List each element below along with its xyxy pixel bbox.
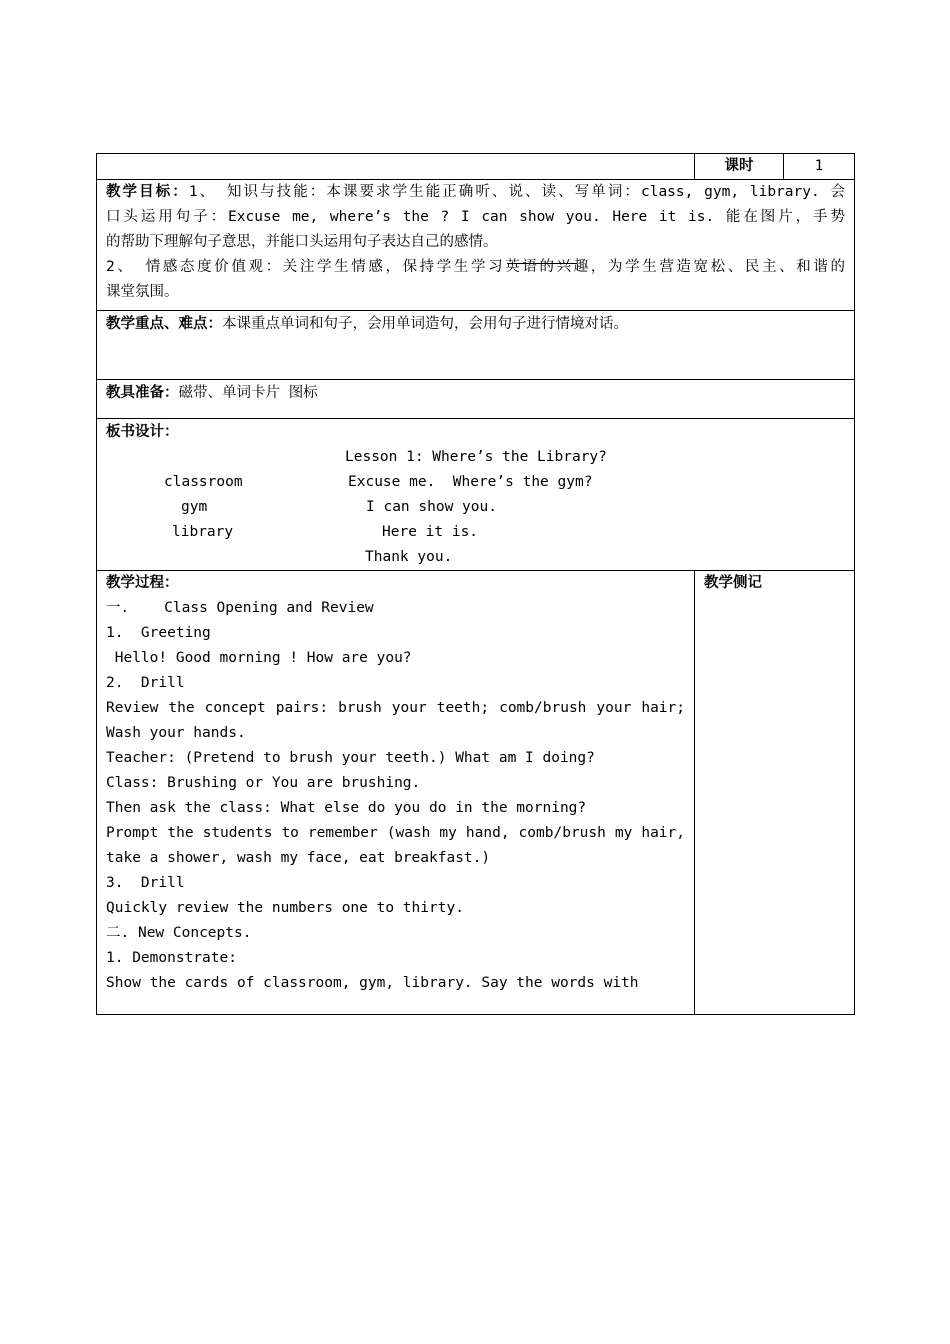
process-line: Hello! Good morning ! How are you? — [106, 650, 412, 666]
objectives-line5: 课堂氛围。 — [106, 284, 179, 300]
process-line: Class: Brushing or You are brushing. — [106, 775, 421, 791]
notes-cell — [695, 571, 855, 1015]
objectives-row — [97, 180, 855, 311]
tools-row — [97, 380, 855, 419]
board-sentence-1: Excuse me. Where’s the gym? — [348, 474, 593, 490]
process-line: Review the concept pairs: brush your teeth; comb/brush your hair; — [106, 700, 685, 716]
board-sentence-2: I can show you. — [366, 499, 497, 515]
period-value: 1 — [814, 158, 824, 174]
process-line: 一. Class Opening and Review — [106, 600, 374, 616]
board-sentence-3: Here it is. — [382, 524, 479, 540]
process-line: Wash your hands. — [106, 725, 246, 741]
process-line: Prompt the students to remember (wash my hand, comb/brush my hair, — [106, 825, 685, 841]
process-line: 二. New Concepts. — [106, 925, 252, 941]
board-title: Lesson 1: Where’s the Library? — [345, 449, 607, 465]
tools-value: 磁带、单词卡片 图标 — [178, 385, 318, 401]
process-line: Teacher: (Pretend to brush your teeth.) What am I doing? — [106, 750, 595, 766]
board-word-library: library — [172, 524, 234, 540]
key-points-label: 教学重点、难点： — [106, 316, 222, 332]
lesson-plan-table — [96, 153, 855, 1015]
notes-label: 教学侧记 — [704, 575, 762, 591]
objectives-line1: 1、 知识与技能：本课要求学生能正确听、说、读、写单词：class, gym, library. 会 — [188, 184, 845, 200]
period-value-cell — [784, 154, 855, 180]
objectives-cell — [97, 180, 855, 311]
objectives-line2: 口头运用句子：Excuse me, where’s the ? I can show you. Here it is. 能在图片，手势 — [106, 209, 845, 225]
period-label: 课时 — [724, 158, 754, 174]
process-line: Show the cards of classroom, gym, library. Say the words with — [106, 975, 639, 991]
board-word-gym: gym — [181, 499, 208, 515]
process-line: Quickly review the numbers one to thirty. — [106, 900, 464, 916]
process-line: 1. Greeting — [106, 625, 211, 641]
objectives-label: 教学目标： — [106, 184, 189, 200]
period-label-cell — [695, 154, 784, 180]
objectives-line3: 的帮助下理解句子意思，并能口头运用句子表达自己的感情。 — [106, 234, 498, 250]
process-row — [97, 571, 855, 1015]
process-line: Then ask the class: What else do you do in the morning? — [106, 800, 587, 816]
pen-stroke-mark — [507, 263, 577, 264]
key-points-cell — [97, 311, 855, 380]
process-line: 3. Drill — [106, 875, 185, 891]
board-cell — [97, 419, 855, 571]
board-sentence-4: Thank you. — [365, 549, 453, 565]
process-cell — [97, 571, 695, 1015]
lesson-plan-sheet — [96, 153, 854, 1015]
process-line: 1. Demonstrate: — [106, 950, 237, 966]
process-line: 2. Drill — [106, 675, 185, 691]
content-cell — [97, 154, 695, 180]
tools-cell — [97, 380, 855, 419]
key-points-row — [97, 311, 855, 380]
board-label: 板书设计： — [106, 424, 179, 440]
header-row — [97, 154, 855, 180]
process-label: 教学过程： — [106, 575, 179, 591]
objectives-line4: 2、 情感态度价值观：关注学生情感，保持学生学习英语的兴趣，为学生营造宽松、民主、和谐的 — [106, 259, 845, 275]
key-points-value: 本课重点单词和句子，会用单词造句，会用句子进行情境对话。 — [222, 316, 628, 332]
process-line: take a shower, wash my face, eat breakfast.) — [106, 850, 491, 866]
board-row — [97, 419, 855, 571]
tools-label: 教具准备： — [106, 385, 179, 401]
board-word-classroom: classroom — [164, 474, 243, 490]
